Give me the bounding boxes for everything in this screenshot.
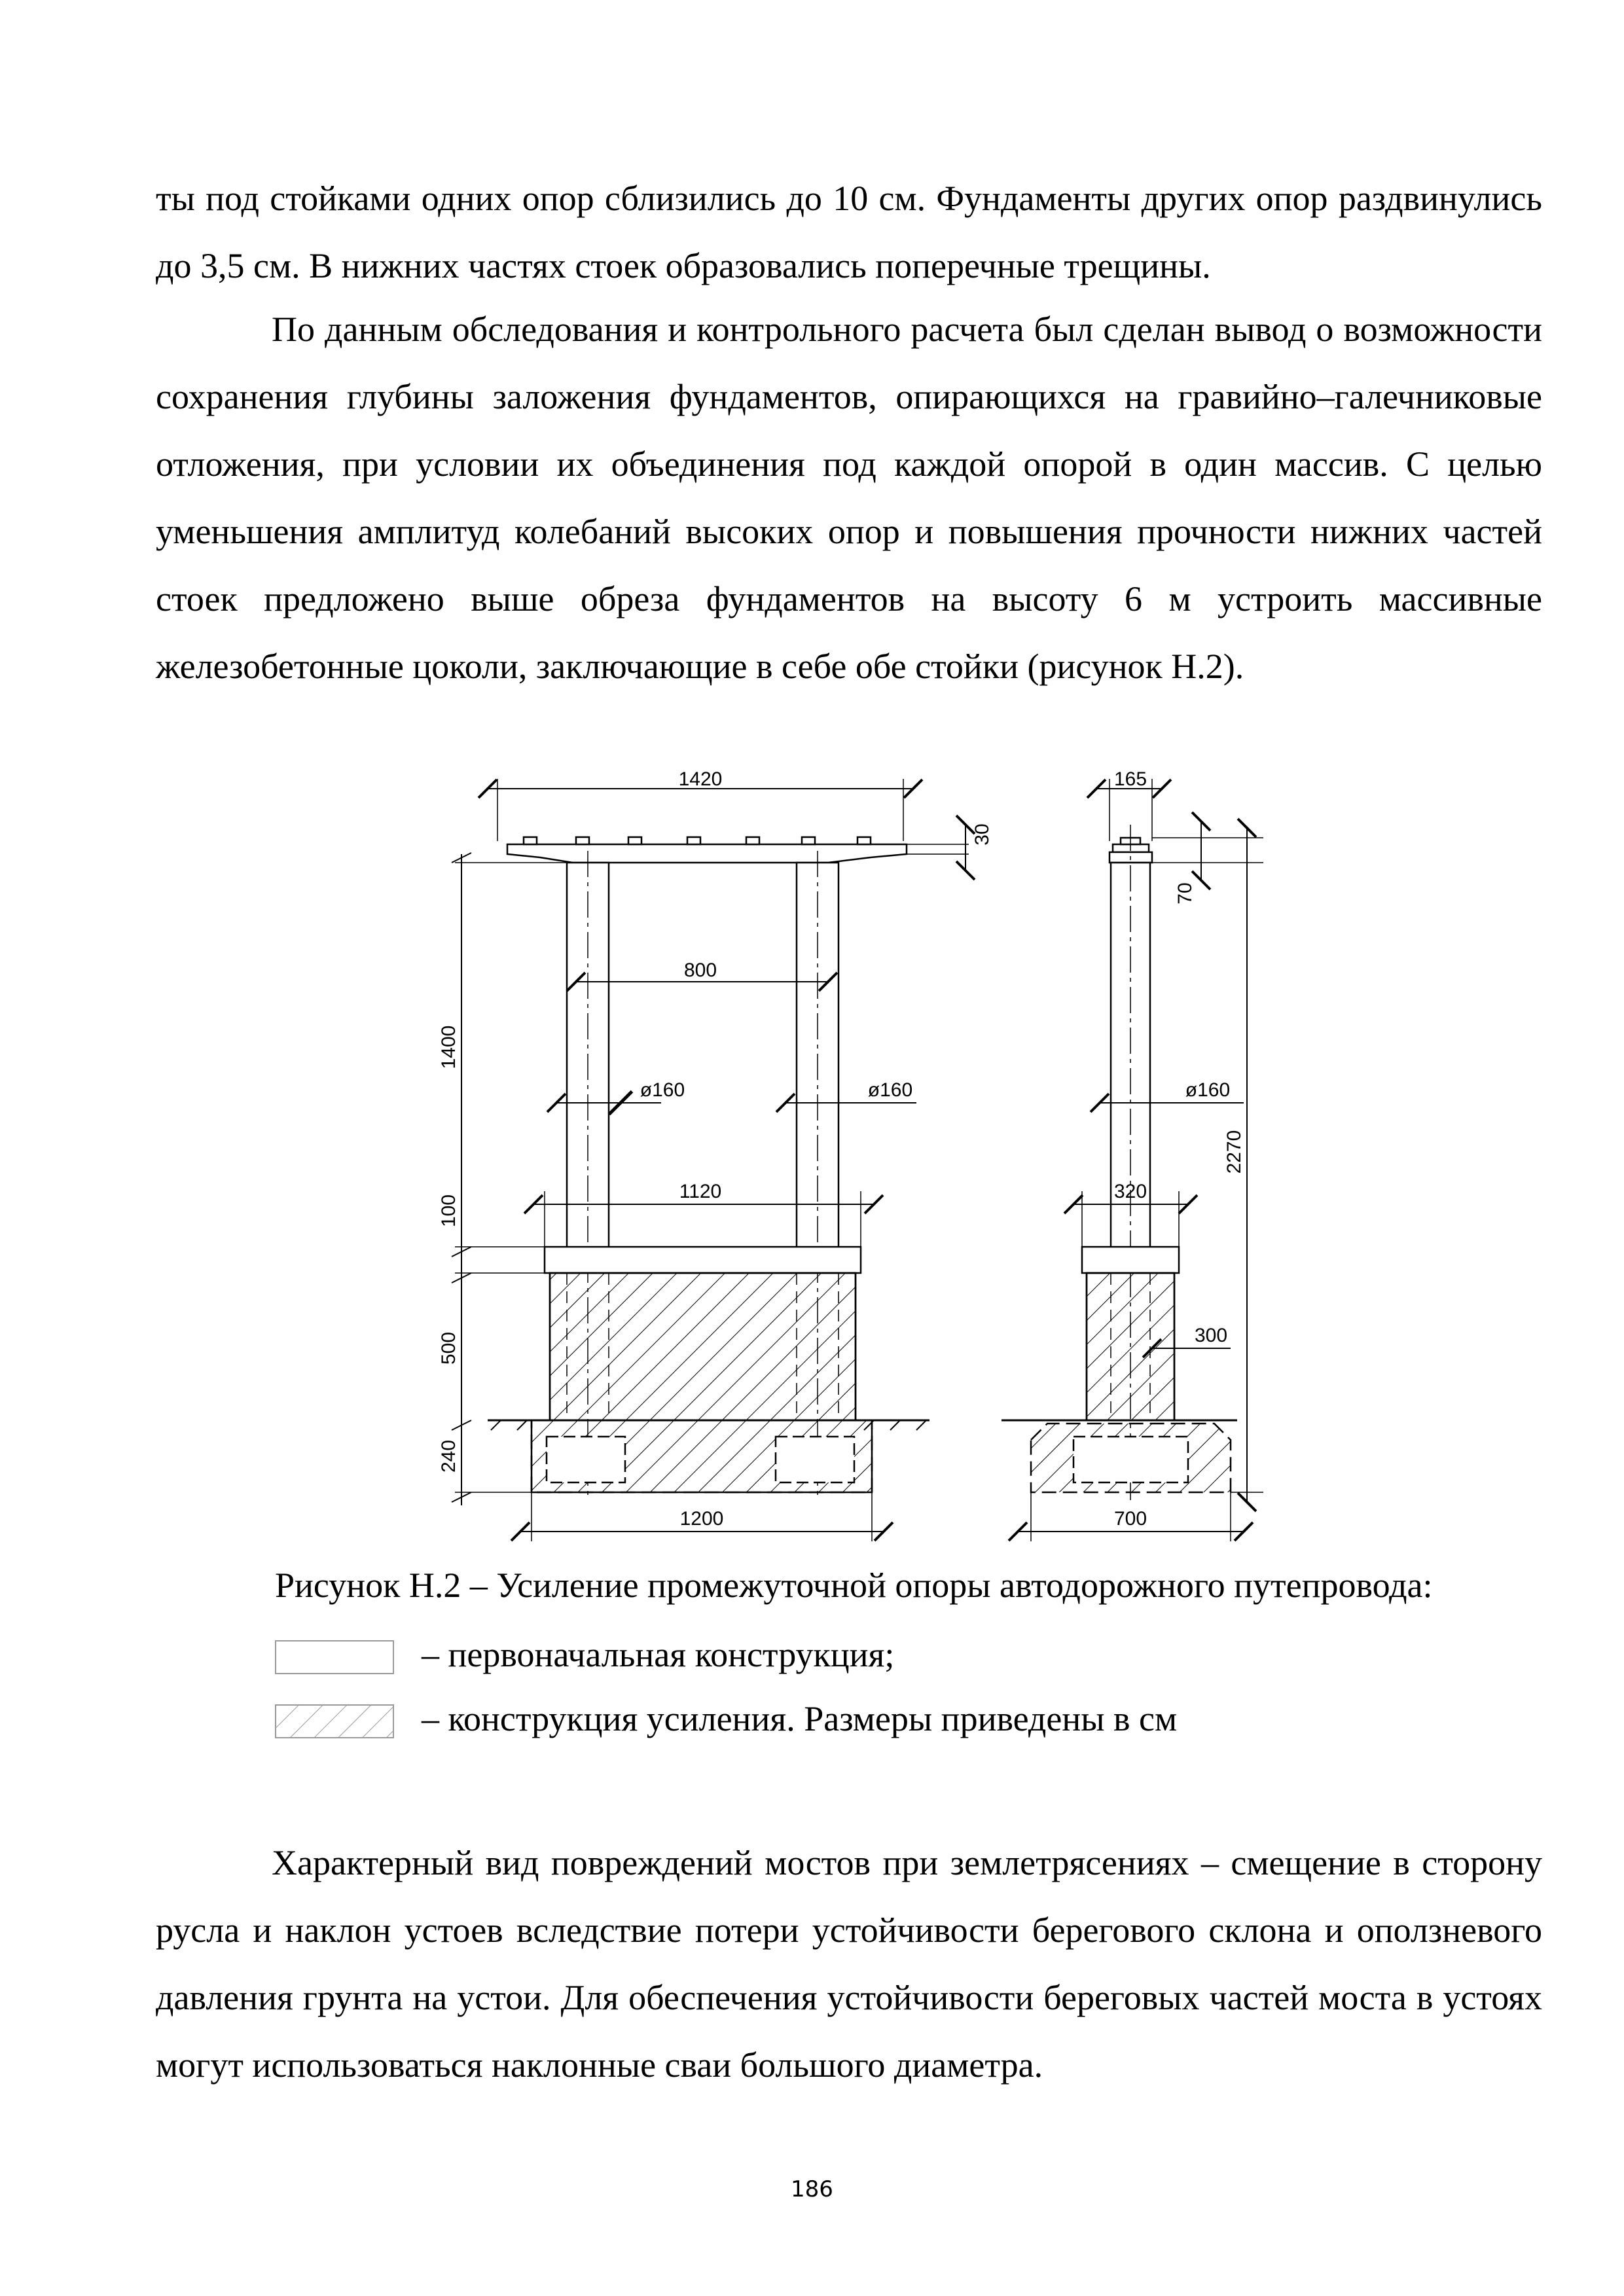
dim-plinth-width: 1120 xyxy=(679,1181,722,1202)
legend-item-strengthening xyxy=(275,1698,1322,1744)
dim-cap-height: 30 xyxy=(971,823,993,846)
dim-side-cap-height: 70 xyxy=(1174,882,1196,905)
dim-plinth-top-height: 100 xyxy=(438,1194,460,1228)
legend-label-original: – первоначальная конструкция; xyxy=(422,1635,895,1674)
dim-column-diameter-left: ø160 xyxy=(640,1079,685,1101)
figure-caption: Рисунок Н.2 – Усиление промежуточной опоры автодорожного путепровода: xyxy=(275,1566,1433,1605)
paragraph-1: ты под стойками одних опор сблизились до 10 см. Фундаменты других опор раздвинулись до 3,5 см. В нижних частях стоек образовались поперечные трещины. xyxy=(156,179,1542,285)
legend-swatch-strengthening xyxy=(275,1704,394,1738)
dim-column-spacing: 800 xyxy=(683,960,717,981)
legend-label-strengthening: – конструкция усиления. Размеры приведены в см xyxy=(422,1699,1178,1738)
dim-side-offset: 300 xyxy=(1194,1325,1228,1346)
page-number: 186 xyxy=(791,2176,833,2202)
dim-footing-height: 240 xyxy=(438,1439,460,1473)
dim-side-footing-width: 700 xyxy=(1113,1508,1147,1530)
front-view xyxy=(452,779,969,1541)
dim-column-diameter-right: ø160 xyxy=(867,1079,913,1101)
dim-top-width: 1420 xyxy=(678,768,723,790)
dim-plinth-height: 500 xyxy=(438,1331,460,1365)
dim-side-total-height: 2270 xyxy=(1223,1130,1245,1174)
paragraph-3: Характерный вид повреждений мостов при землетрясениях – смещение в сторону русла и наклон устоев вследствие потери устойчивости берегового склона и оползневого давления грунта на устои. Для обеспечения устойчивости береговых частей моста в устоях могут использоваться наклонные сваи большого диаметра. xyxy=(156,1843,1542,2085)
paragraph-2: По данным обследования и контрольного расчета был сделан вывод о возможности сохранения глубины заложения фундаментов, опирающихся на гравийно–галечниковые отложения, при условии их объединения под каждой опорой в один массив. С целью уменьшения амплитуд колебаний высоких опор и повышения прочности нижних частей стоек предложено выше обреза фундаментов на высоту 6 м устроить массивные железобетонные цоколи, заключающие в себе обе стойки (рисунок Н.2). xyxy=(156,310,1542,686)
dim-side-column-diameter: ø160 xyxy=(1185,1079,1231,1101)
legend-item-original xyxy=(275,1634,1322,1679)
dim-column-height: 1400 xyxy=(438,1025,460,1069)
dim-footing-width: 1200 xyxy=(679,1508,724,1530)
figure-drawing xyxy=(0,753,1624,1558)
dim-side-top-width: 165 xyxy=(1113,768,1147,790)
dim-side-plinth-width: 320 xyxy=(1113,1181,1147,1202)
legend-swatch-original xyxy=(275,1640,394,1674)
